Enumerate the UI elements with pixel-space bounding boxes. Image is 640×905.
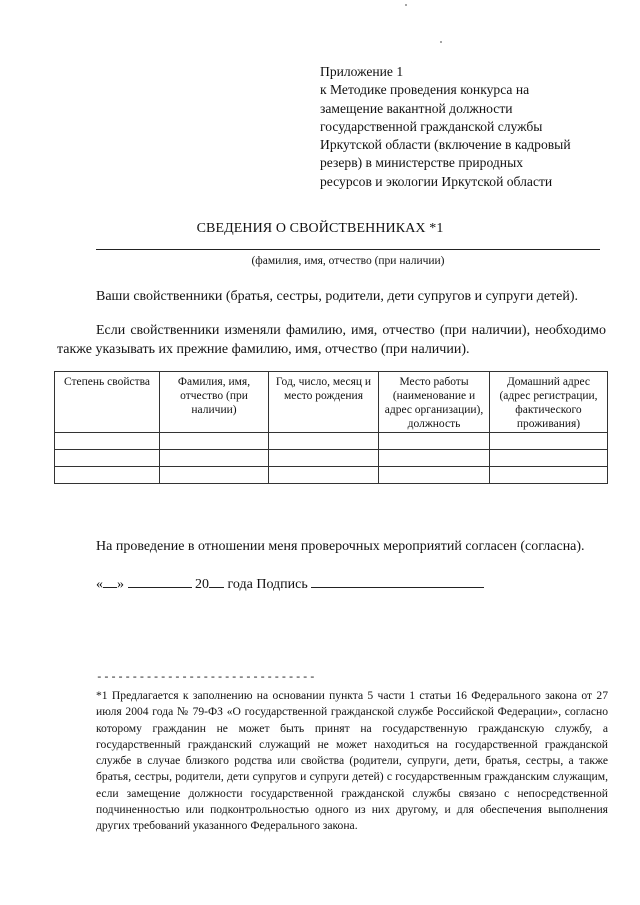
- table-cell[interactable]: [160, 433, 269, 450]
- table-cell[interactable]: [160, 450, 269, 467]
- consent-paragraph: [57, 538, 606, 557]
- appendix-note: [320, 63, 590, 191]
- table-row: [55, 433, 608, 450]
- document-title: СВЕДЕНИЯ О СВОЙСТВЕННИКАХ *1: [196, 221, 444, 236]
- table-cell[interactable]: [55, 450, 160, 467]
- table-cell[interactable]: [269, 433, 379, 450]
- paragraph-relatives-text: Ваши свойственники (братья, сестры, родители, дети супругов и супруги детей).: [96, 289, 579, 304]
- scan-speck: [440, 41, 442, 43]
- table-cell[interactable]: [490, 450, 608, 467]
- appendix-line: к Методике проведения конкурса на: [320, 82, 530, 98]
- fio-caption: (фамилия, имя, отчество (при наличии): [251, 255, 445, 267]
- scan-speck: [405, 4, 407, 6]
- date-signature-line: [96, 574, 484, 593]
- appendix-line: Иркутской области (включение в кадровый: [320, 137, 571, 153]
- appendix-line: государственной гражданской службы: [320, 118, 543, 134]
- appendix-line: ресурсов и экологии Иркутской области: [320, 173, 553, 189]
- year-signature-label: года Подпись: [227, 577, 308, 592]
- footnote-text: *1 Предлагается к заполнению на основании пункта 5 части 1 статьи 16 Федерального закона от 27 июля 2004 года № 79-ФЗ «О государственной гражданской службе Российской Федерации», согласно которому гражданин не может быть принят на государственную гражданскую службу, а государственный гражданский служащий не может находиться на государственной гражданской службе в случае близкого родства или свойства (родители, супруги, дети, братья, сестры, а также братья, сестры, родители, дети супругов и супруги детей) с государственным гражданским служащим, если замещение должности государственной гражданской службы связано с непосредственной подчиненностью или подконтрольностью одного из них другому, и для обеспечения выполнения других требований указанного Федерального закона.: [96, 689, 608, 833]
- table-cell[interactable]: [55, 467, 160, 484]
- table-row: [55, 450, 608, 467]
- column-header-work: Место работы (наименование и адрес организации), должность: [379, 372, 490, 433]
- footnote-separator: -------------------------------: [96, 672, 317, 684]
- table-cell[interactable]: [269, 467, 379, 484]
- month-field[interactable]: [128, 574, 192, 588]
- appendix-line: замещение вакантной должности: [320, 100, 513, 116]
- consent-text: На проведение в отношении меня проверочных мероприятий согласен (согласна).: [96, 539, 585, 554]
- table-cell[interactable]: [379, 450, 490, 467]
- table-row: [55, 467, 608, 484]
- paragraph-name-change-text: Если свойственники изменяли фамилию, имя, отчество (при наличии), необходимо также указывать их прежние фамилию, имя, отчество (при наличии).: [57, 323, 606, 357]
- column-header-relation: Степень свойства: [55, 372, 160, 433]
- appendix-line: Приложение 1: [320, 64, 404, 79]
- table-cell[interactable]: [379, 467, 490, 484]
- column-header-address: Домашний адрес (адрес регистрации, фактического проживания): [490, 372, 608, 433]
- year-prefix: 20: [195, 577, 209, 592]
- paragraph-name-change: [57, 322, 606, 359]
- table-cell[interactable]: [269, 450, 379, 467]
- table-cell[interactable]: [160, 467, 269, 484]
- fio-fill-line[interactable]: [96, 249, 600, 250]
- year-field[interactable]: [209, 574, 224, 588]
- appendix-line: резерв) в министерстве природных: [320, 155, 524, 171]
- table-cell[interactable]: [490, 467, 608, 484]
- table-cell[interactable]: [379, 433, 490, 450]
- day-field[interactable]: [103, 574, 117, 588]
- table-cell[interactable]: [55, 433, 160, 450]
- signature-field[interactable]: [311, 574, 484, 588]
- paragraph-relatives: [57, 288, 606, 307]
- table-header-row: [55, 372, 608, 433]
- date-quote-close: »: [117, 577, 124, 592]
- footnote: [96, 688, 608, 835]
- table-cell[interactable]: [490, 433, 608, 450]
- relatives-table: [54, 371, 608, 484]
- date-quote-open: «: [96, 577, 103, 592]
- column-header-name: Фамилия, имя, отчество (при наличии): [160, 372, 269, 433]
- column-header-birth: Год, число, месяц и место рождения: [269, 372, 379, 433]
